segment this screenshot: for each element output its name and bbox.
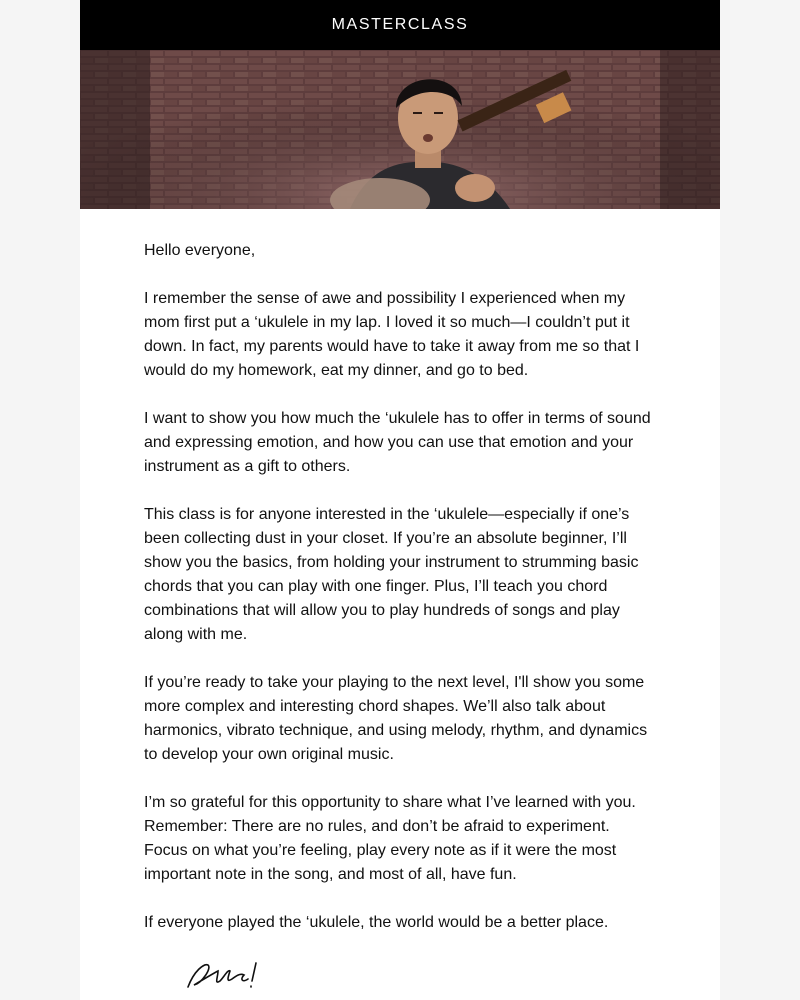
masterclass-logo[interactable]: MASTERCLASS — [331, 16, 469, 33]
hero-image[interactable] — [80, 50, 720, 209]
paragraph: This class is for anyone interested in the ‘ukulele—especially if one’s been collecting dust in your closet. If you’re an absolute beginner, I’ll show you the basics, from holding your instrument to strumming basic chords that you can play with one finger. Plus, I’ll teach you chord combinations that will allow you to play hundreds of songs and play along with me. — [144, 506, 639, 643]
paragraph: I want to show you how much the ‘ukulele has to offer in terms of sound and expressing emotion, and how you can use that emotion and your instrument as a gift to others. — [144, 410, 651, 475]
email-container — [80, 0, 720, 1000]
paragraph: I’m so grateful for this opportunity to share what I’ve learned with you. Remember: There are no rules, and don’t be afraid to experiment. Focus on what you’re feeling, play every note as if it were the most important note in the song, and most of all, have fun. — [144, 794, 636, 883]
header-bar — [80, 0, 720, 50]
paragraph: If you’re ready to take your playing to the next level, I'll show you some more complex and interesting chord shapes. We’ll also talk about harmonics, vibrato technique, and using melody, rhythm, and dynamics to develop your own original music. — [144, 674, 648, 763]
instructor-playing-ukulele-icon — [80, 50, 720, 209]
signature-icon — [144, 959, 656, 997]
greeting: Hello everyone, — [144, 242, 256, 259]
letter-body — [80, 209, 720, 997]
paragraph: If everyone played the ‘ukulele, the world would be a better place. — [144, 914, 609, 931]
paragraph: I remember the sense of awe and possibility I experienced when my mom first put a ‘ukulele in my lap. I loved it so much—I couldn’t put it down. In fact, my parents would have to take it away from me so that I would do my homework, eat my dinner, and go to bed. — [144, 290, 640, 379]
